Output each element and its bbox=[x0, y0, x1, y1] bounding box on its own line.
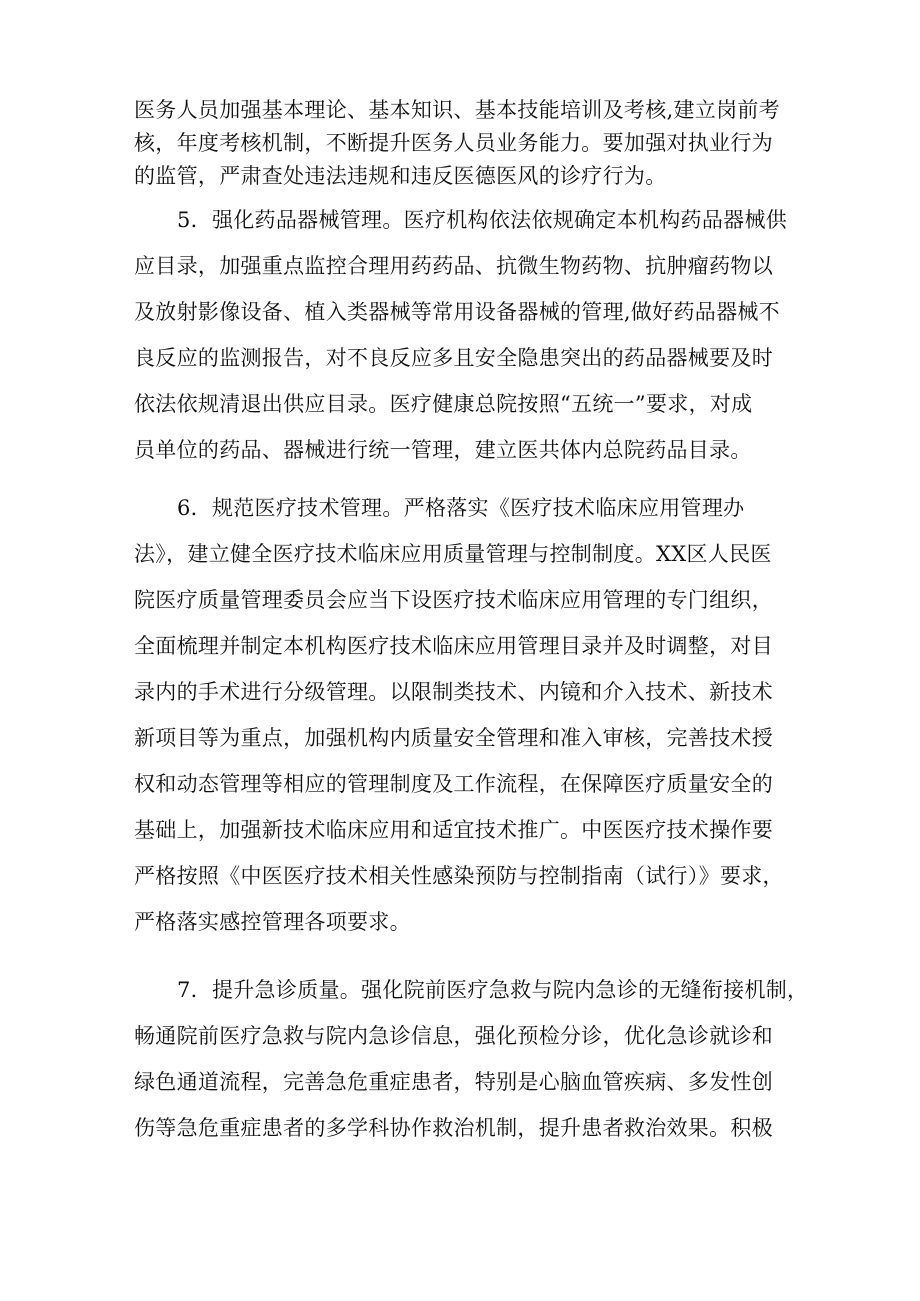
text-line: 绿色通道流程，完善急危重症患者，特别是心脑血管疾病、多发性创 bbox=[134, 1070, 773, 1094]
text-line: 的监管，严肃查处违法违规和违反医德医风的诊疗行为。 bbox=[134, 164, 667, 188]
text-line: 严格按照《中医医疗技术相关性感染预防与控制指南（试行）》要求， bbox=[134, 864, 784, 888]
text-line: 医务人员加强基本理论、基本知识、基本技能培训及考核,建立岗前考 bbox=[134, 98, 780, 122]
paragraph-6-heading-line: 6．规范医疗技术管理。严格落实《医疗技术临床应用管理办 bbox=[177, 496, 745, 520]
text-line: 伤等急危重症患者的多学科协作救治机制，提升患者救治效果。积极 bbox=[134, 1116, 773, 1140]
text-line: 及放射影像设备、植入类器械等常用设备器械的管理,做好药品器械不 bbox=[134, 300, 780, 324]
text-line: 院医疗质量管理委员会应当下设医疗技术临床应用管理的专门组织， bbox=[134, 588, 773, 612]
text-line: 核，年度考核机制，不断提升医务人员业务能力。要加强对执业行为 bbox=[134, 131, 773, 155]
text-line: 录内的手术进行分级管理。以限制类技术、内镜和介入技术、新技术 bbox=[134, 680, 773, 704]
text-line: 应目录，加强重点监控合理用药药品、抗微生物药物、抗肿瘤药物以 bbox=[134, 254, 773, 278]
paragraph-5-heading-line: 5．强化药品器械管理。医疗机构依法依规确定本机构药品器械供 bbox=[177, 208, 788, 232]
text-line: 良反应的监测报告，对不良反应多且安全隐患突出的药品器械要及时 bbox=[134, 346, 773, 370]
text-line: 员单位的药品、器械进行统一管理，建立医共体内总院药品目录。 bbox=[134, 438, 752, 462]
text-line: 新项目等为重点，加强机构内质量安全管理和准入审核，完善技术授 bbox=[134, 726, 773, 750]
text-line: 严格落实感控管理各项要求。 bbox=[134, 910, 411, 934]
text-line: 权和动态管理等相应的管理制度及工作流程，在保障医疗质量安全的 bbox=[134, 772, 773, 796]
paragraph-7-heading-line: 7．提升急诊质量。强化院前医疗急救与院内急诊的无缝衔接机制， bbox=[177, 978, 809, 1002]
text-line: 基础上，加强新技术临床应用和适宜技术推广。中医医疗技术操作要 bbox=[134, 818, 773, 842]
text-line: 畅通院前医疗急救与院内急诊信息，强化预检分诊，优化急诊就诊和 bbox=[134, 1024, 773, 1048]
text-line: 全面梳理并制定本机构医疗技术临床应用管理目录并及时调整，对目 bbox=[134, 634, 773, 658]
text-line: 依法依规清退出供应目录。医疗健康总院按照“五统一”要求，对成 bbox=[134, 392, 753, 416]
text-line: 法》，建立健全医疗技术临床应用质量管理与控制制度。XX区人民医 bbox=[134, 542, 772, 566]
